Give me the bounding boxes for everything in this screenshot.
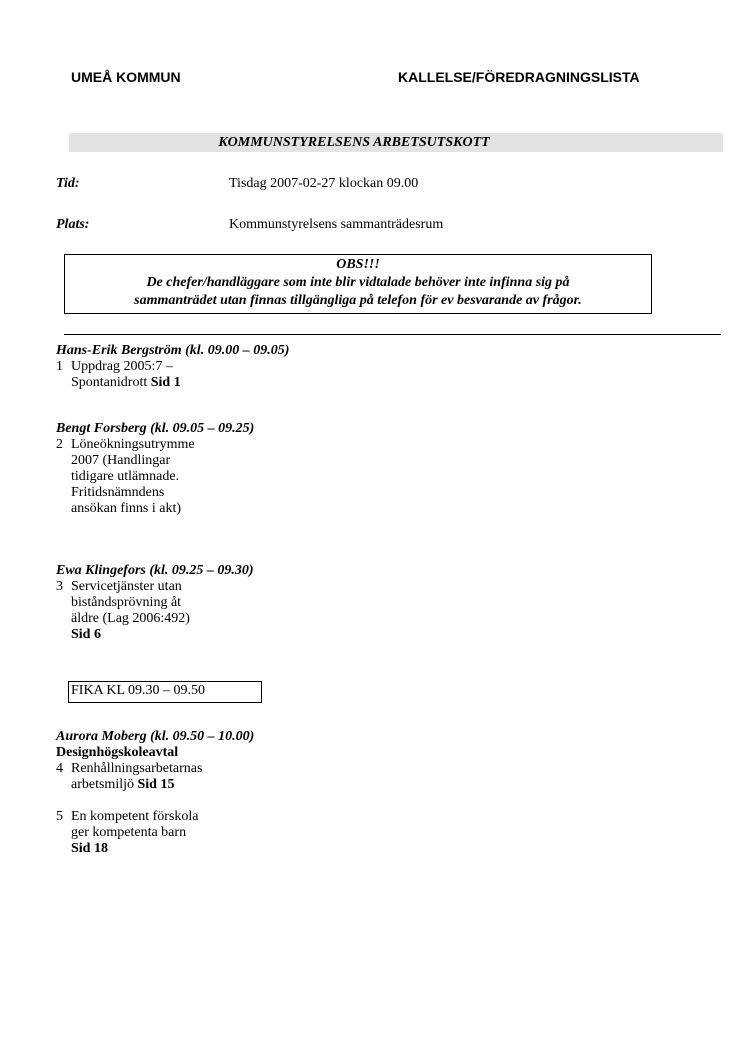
agenda-item-5 (56, 809, 254, 857)
item-line: Spontanidrott (71, 375, 151, 390)
document-type: KALLELSE/FÖREDRAGNINGSLISTA (398, 69, 640, 85)
item-line: 2007 (Handlingar (71, 453, 171, 468)
item-number: 5 (56, 809, 63, 824)
item-line: biståndsprövning åt (71, 595, 182, 610)
agenda-section-1 (56, 343, 289, 391)
item-line: Servicetjänster utan (71, 579, 182, 594)
committee-title: KOMMUNSTYRELSENS ARBETSUTSKOTT (218, 135, 490, 150)
notice-line-2: sammanträdet utan finnas tillgängliga på telefon för ev besvarande av frågor. (134, 293, 582, 308)
section-subheading: Designhögskoleavtal (56, 745, 179, 760)
section-heading: Hans-Erik Bergström (kl. 09.00 – 09.05) (56, 343, 290, 358)
item-line: Fritidsnämndens (71, 485, 165, 500)
item-line: Renhållningsarbetarnas (71, 761, 203, 776)
item-line: ansökan finns i akt) (71, 501, 182, 516)
place-value: Kommunstyrelsens sammanträdesrum (229, 217, 444, 232)
agenda-item-3 (56, 579, 254, 643)
page-ref: Sid 1 (150, 375, 181, 390)
page-ref: Sid 6 (71, 627, 101, 642)
item-line: Uppdrag 2005:7 – (71, 359, 173, 374)
item-line: En kompetent förskola (71, 809, 199, 824)
section-heading: Aurora Moberg (kl. 09.50 – 10.00) (56, 729, 255, 744)
item-line: ger kompetenta barn (71, 825, 187, 840)
page-ref: Sid 15 (137, 777, 175, 792)
item-line: Löneökningsutrymme (71, 437, 195, 452)
agenda-item-2 (56, 437, 254, 517)
agenda-section-4 (56, 729, 254, 857)
item-number: 4 (56, 761, 63, 776)
notice-title: OBS!!! (336, 257, 380, 272)
place-label: Plats: (56, 217, 90, 232)
org-name: UMEÅ KOMMUN (71, 69, 181, 85)
section-heading: Ewa Klingefors (kl. 09.25 – 09.30) (56, 563, 254, 578)
item-line: tidigare utlämnade. (71, 469, 180, 484)
notice-line-1: De chefer/handläggare som inte blir vidtalade behöver inte infinna sig på (146, 275, 570, 290)
notice-box (64, 254, 652, 314)
agenda-item-4 (56, 761, 254, 793)
item-line: äldre (Lag 2006:492) (71, 611, 190, 626)
time-value: Tisdag 2007-02-27 klockan 09.00 (229, 176, 419, 191)
item-number: 1 (56, 359, 63, 374)
item-line: arbetsmiljö (71, 777, 138, 792)
page-ref: Sid 18 (71, 841, 108, 856)
coffee-break-box: FIKA KL 09.30 – 09.50 (68, 681, 262, 703)
divider (64, 334, 721, 335)
item-number: 2 (56, 437, 63, 452)
item-number: 3 (56, 579, 63, 594)
section-heading: Bengt Forsberg (kl. 09.05 – 09.25) (56, 421, 255, 436)
agenda-section-3 (56, 563, 254, 643)
agenda-item-1 (56, 359, 289, 391)
agenda-section-2 (56, 421, 254, 517)
time-label: Tid: (56, 176, 80, 191)
